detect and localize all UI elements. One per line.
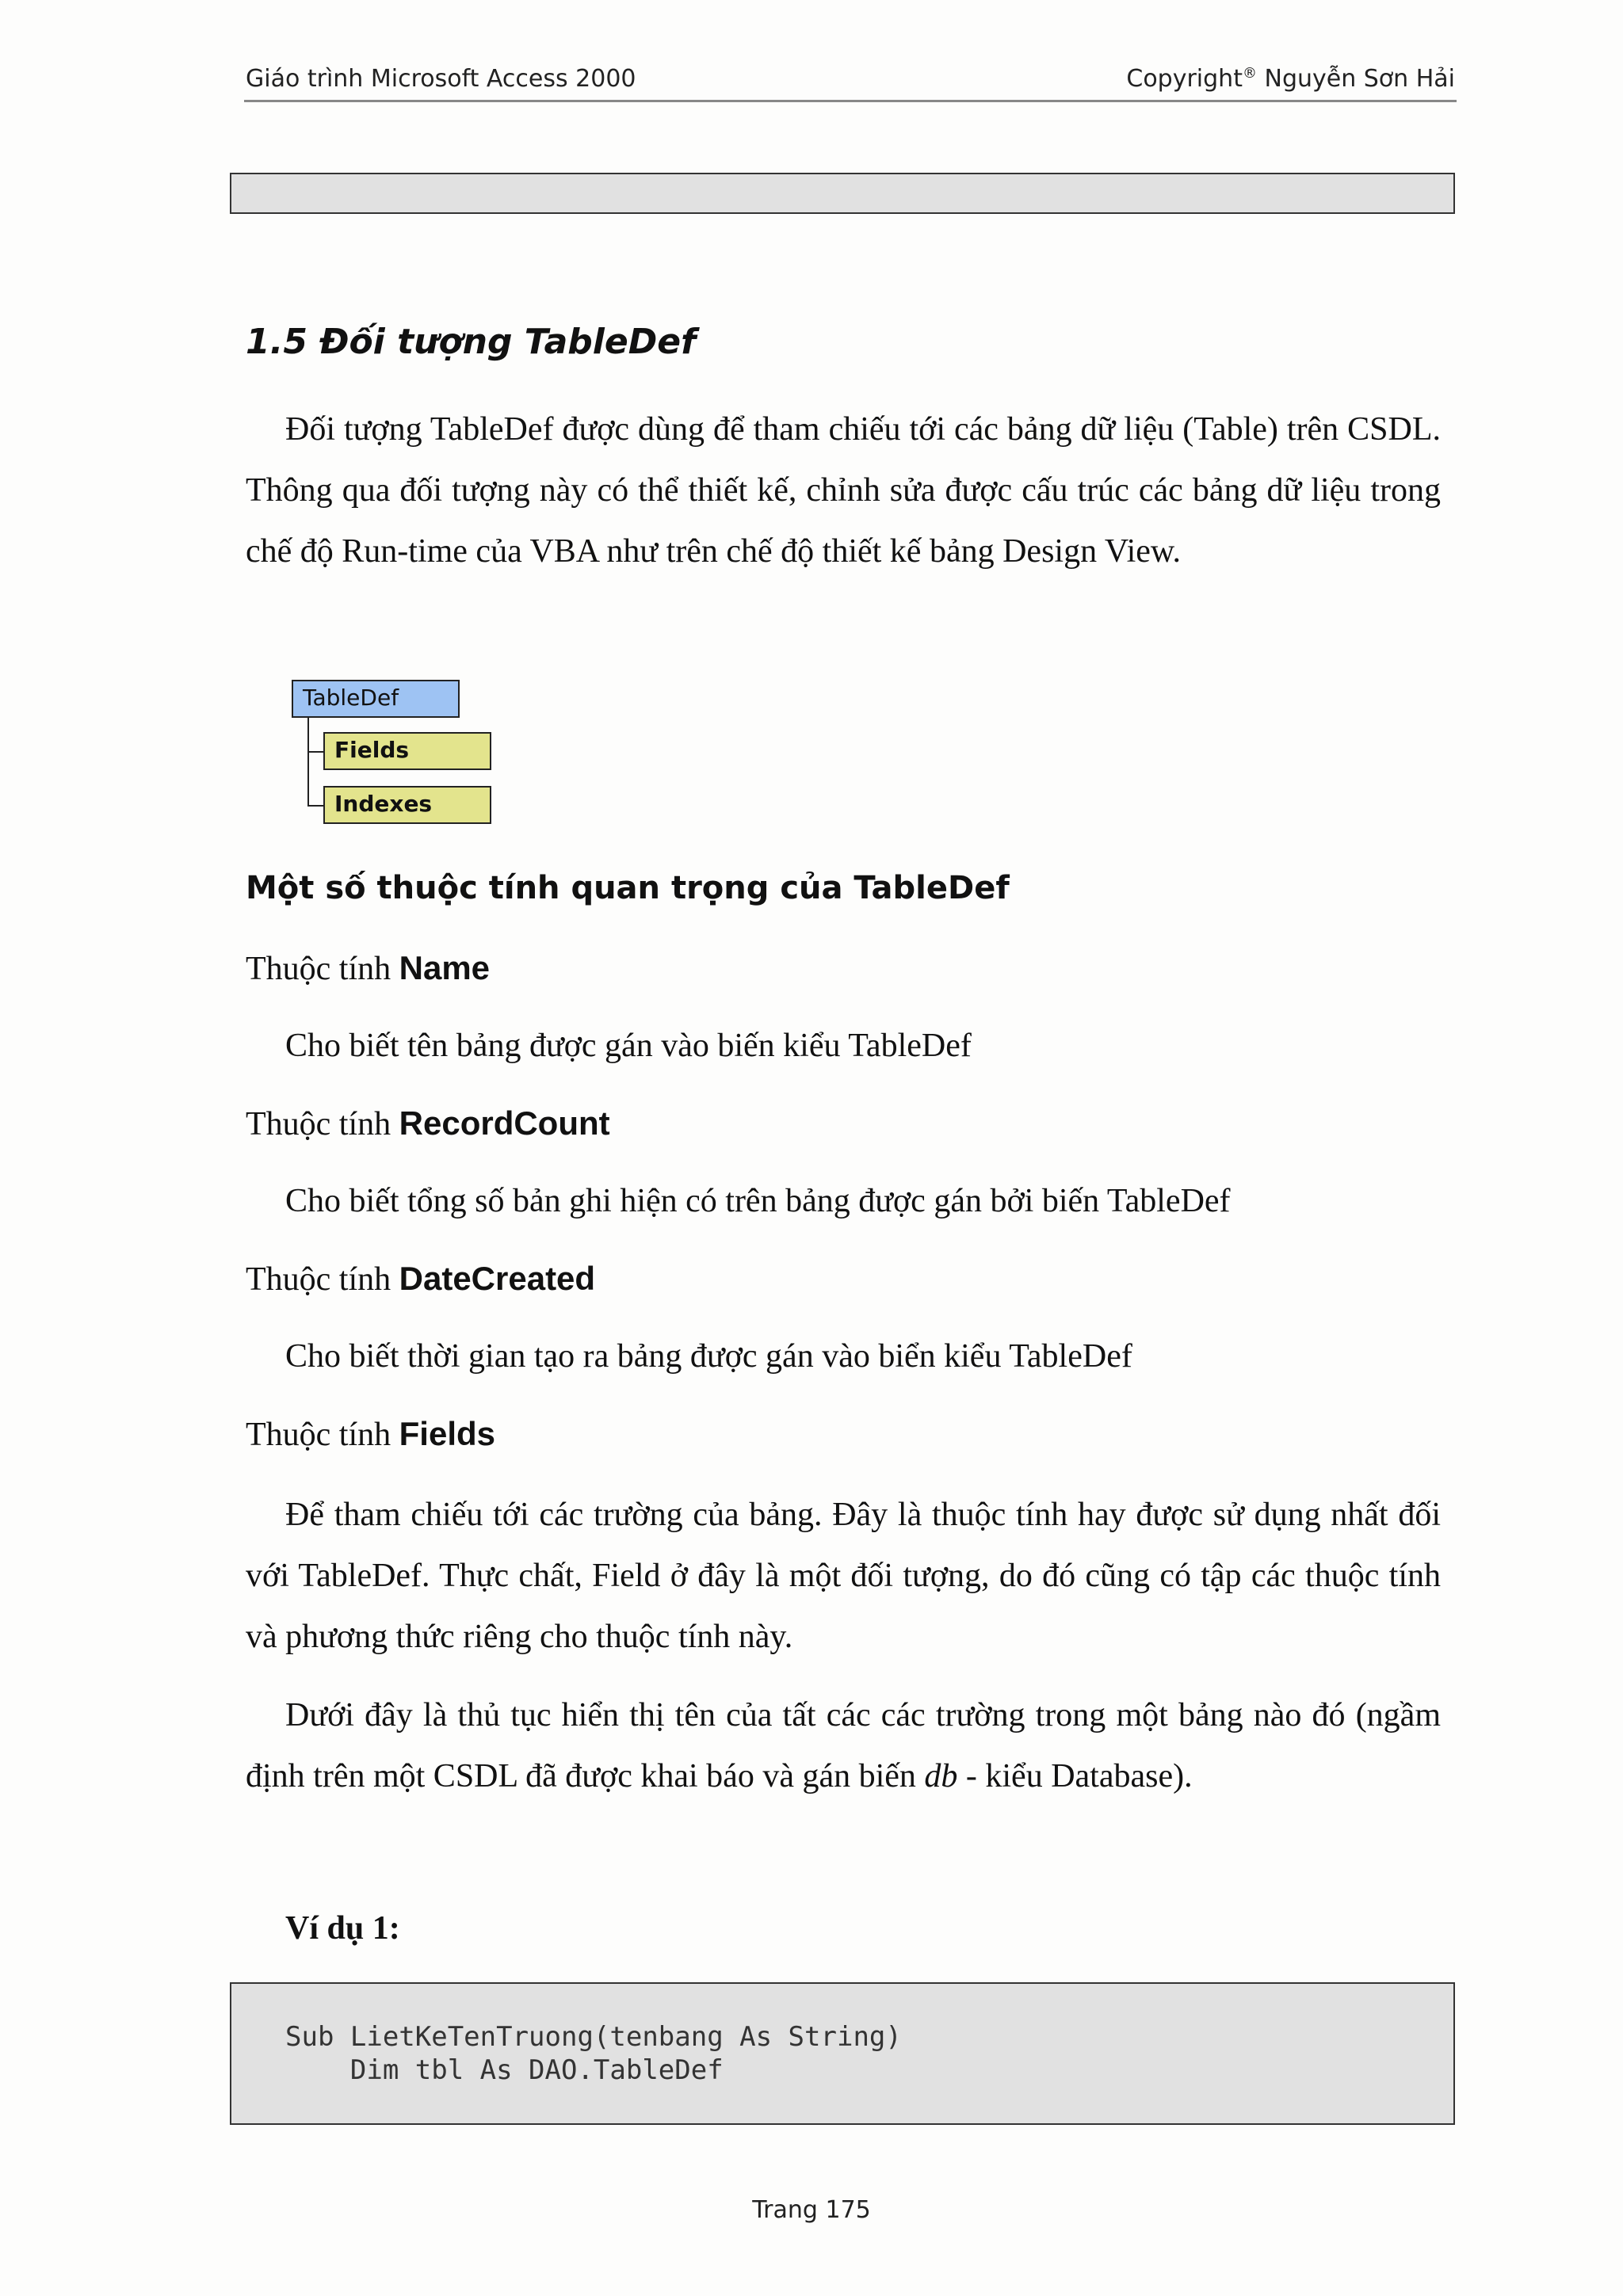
fields-paragraph: Để tham chiếu tới các trường của bảng. Đây là thuộc tính hay được sử dụng nhất đối với TableDef. Thực chất, Field ở đây là một đối tượng, do đó cũng có tập các thuộc tính và phương thức riêng cho thuộc tính này. [246, 1497, 1441, 1655]
property-heading-name [246, 949, 490, 988]
code-line: Dim tbl As DAO.TableDef [285, 2054, 724, 2086]
author-name: Nguyễn Sơn Hải [1256, 65, 1455, 93]
procedure-variable: db [924, 1758, 958, 1794]
header-copyright [1126, 65, 1455, 93]
property-label: Thuộc tính [246, 1106, 399, 1142]
property-name: Fields [399, 1415, 496, 1452]
diagram-node-indexes: Indexes [323, 786, 491, 824]
procedure-text-end: - kiểu Database). [957, 1758, 1193, 1794]
page-number: Trang 175 [752, 2196, 871, 2224]
property-label: Thuộc tính [246, 1417, 399, 1453]
code-lines [285, 2020, 902, 2087]
diagram-node-tabledef: TableDef [292, 680, 460, 718]
properties-subheading: Một số thuộc tính quan trọng của TableDef [246, 870, 1010, 906]
tabledef-object-diagram [290, 675, 504, 833]
tree-branch [307, 805, 323, 807]
diagram-node-fields: Fields [323, 732, 491, 770]
code-box-end [230, 173, 1455, 214]
code-line: Sub LietKeTenTruong(tenbang As String) [285, 2021, 902, 2053]
registered-mark: ® [1242, 65, 1257, 82]
procedure-paragraph [246, 1685, 1441, 1807]
property-label: Thuộc tính [246, 951, 399, 987]
property-heading-recordcount [246, 1104, 610, 1143]
copyright-label: Copyright [1126, 65, 1243, 93]
property-label: Thuộc tính [246, 1261, 399, 1298]
section-title: 1.5 Đối tượng TableDef [246, 322, 697, 362]
property-heading-datecreated [246, 1260, 595, 1299]
header-divider [244, 100, 1457, 102]
header-title: Giáo trình Microsoft Access 2000 [246, 65, 636, 93]
property-description-name: Cho biết tên bảng được gán vào biến kiểu TableDef [285, 1028, 972, 1064]
tree-connector [307, 718, 309, 807]
property-name: DateCreated [399, 1260, 596, 1297]
property-name: RecordCount [399, 1104, 610, 1142]
tree-branch [307, 751, 323, 753]
property-heading-fields [246, 1415, 495, 1454]
property-description-datecreated: Cho biết thời gian tạo ra bảng được gán vào biển kiểu TableDef [285, 1338, 1132, 1375]
procedure-text: Dưới đây là thủ tục hiển thị tên của tất các các trường trong một bảng nào đó (ngầm định trên một CSDL đã được khai báo và gán biến [246, 1697, 1441, 1794]
property-description-recordcount: Cho biết tổng số bản ghi hiện có trên bảng được gán bởi biến TableDef [285, 1183, 1231, 1219]
code-block [230, 1982, 1455, 2125]
intro-paragraph: Đối tượng TableDef được dùng để tham chiếu tới các bảng dữ liệu (Table) trên CSDL. Thông qua đối tượng này có thể thiết kế, chỉnh sửa được cấu trúc các bảng dữ liệu trong chế độ Run-time của VBA như trên chế độ thiết kế bảng Design View. [246, 411, 1441, 570]
example-label: Ví dụ 1: [285, 1910, 400, 1947]
property-name: Name [399, 949, 491, 986]
